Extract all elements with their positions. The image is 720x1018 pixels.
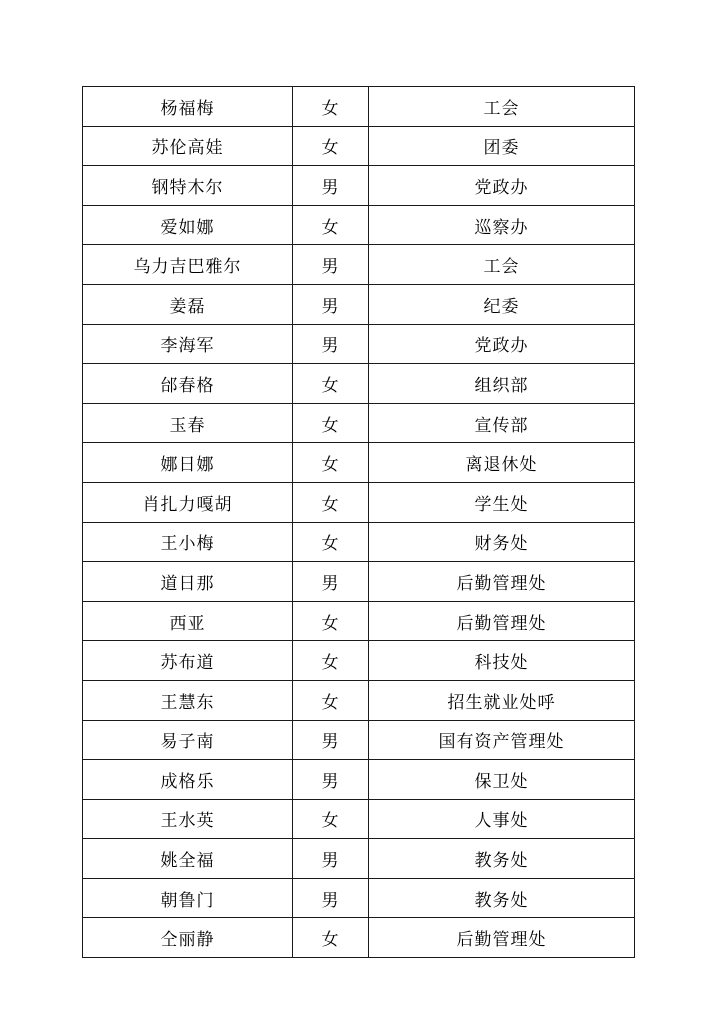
cell-gender: 男 (293, 284, 369, 324)
cell-department: 后勤管理处 (369, 601, 635, 641)
cell-gender: 男 (293, 562, 369, 602)
cell-department: 党政办 (369, 324, 635, 364)
cell-name: 道日那 (83, 562, 293, 602)
table-row (83, 878, 635, 918)
cell-department: 教务处 (369, 878, 635, 918)
cell-department: 保卫处 (369, 760, 635, 800)
table-row (83, 166, 635, 206)
cell-department: 后勤管理处 (369, 562, 635, 602)
table-row (83, 760, 635, 800)
cell-gender: 男 (293, 166, 369, 206)
cell-gender: 女 (293, 680, 369, 720)
table-row (83, 562, 635, 602)
table-row (83, 87, 635, 127)
cell-name: 姚全福 (83, 839, 293, 879)
cell-name: 乌力吉巴雅尔 (83, 245, 293, 285)
table-row (83, 680, 635, 720)
cell-gender: 女 (293, 205, 369, 245)
cell-gender: 女 (293, 918, 369, 958)
cell-department: 财务处 (369, 522, 635, 562)
cell-name: 姜磊 (83, 284, 293, 324)
cell-name: 杨福梅 (83, 87, 293, 127)
table-row (83, 284, 635, 324)
cell-department: 宣传部 (369, 403, 635, 443)
cell-department: 组织部 (369, 364, 635, 404)
cell-name: 钢特木尔 (83, 166, 293, 206)
cell-name: 王水英 (83, 799, 293, 839)
table-row (83, 839, 635, 879)
cell-gender: 女 (293, 522, 369, 562)
cell-gender: 男 (293, 245, 369, 285)
cell-department: 人事处 (369, 799, 635, 839)
cell-department: 工会 (369, 87, 635, 127)
table-row (83, 482, 635, 522)
cell-name: 西亚 (83, 601, 293, 641)
cell-gender: 女 (293, 443, 369, 483)
cell-department: 教务处 (369, 839, 635, 879)
cell-name: 李海军 (83, 324, 293, 364)
roster-table (82, 86, 635, 958)
cell-department: 巡察办 (369, 205, 635, 245)
table-row (83, 720, 635, 760)
roster-table-container (82, 86, 634, 958)
cell-department: 纪委 (369, 284, 635, 324)
cell-gender: 女 (293, 403, 369, 443)
cell-gender: 男 (293, 839, 369, 879)
table-row (83, 324, 635, 364)
cell-gender: 男 (293, 324, 369, 364)
cell-gender: 女 (293, 799, 369, 839)
cell-name: 邰春格 (83, 364, 293, 404)
table-row (83, 799, 635, 839)
table-row (83, 522, 635, 562)
cell-name: 成格乐 (83, 760, 293, 800)
cell-department: 工会 (369, 245, 635, 285)
cell-name: 王慧东 (83, 680, 293, 720)
cell-name: 娜日娜 (83, 443, 293, 483)
table-row (83, 918, 635, 958)
cell-gender: 男 (293, 878, 369, 918)
cell-gender: 男 (293, 760, 369, 800)
cell-department: 党政办 (369, 166, 635, 206)
cell-name: 爱如娜 (83, 205, 293, 245)
cell-department: 国有资产管理处 (369, 720, 635, 760)
cell-gender: 女 (293, 87, 369, 127)
cell-gender: 女 (293, 641, 369, 681)
cell-department: 离退休处 (369, 443, 635, 483)
table-row (83, 205, 635, 245)
cell-department: 招生就业处呼 (369, 680, 635, 720)
cell-gender: 女 (293, 601, 369, 641)
table-row (83, 364, 635, 404)
cell-name: 仝丽静 (83, 918, 293, 958)
table-row (83, 641, 635, 681)
cell-gender: 女 (293, 364, 369, 404)
table-row (83, 245, 635, 285)
cell-name: 王小梅 (83, 522, 293, 562)
cell-gender: 女 (293, 482, 369, 522)
roster-table-body (83, 87, 635, 958)
cell-department: 学生处 (369, 482, 635, 522)
cell-gender: 女 (293, 126, 369, 166)
table-row (83, 126, 635, 166)
table-row (83, 443, 635, 483)
cell-department: 团委 (369, 126, 635, 166)
table-row (83, 403, 635, 443)
cell-gender: 男 (293, 720, 369, 760)
cell-name: 苏布道 (83, 641, 293, 681)
cell-name: 易子南 (83, 720, 293, 760)
cell-name: 玉春 (83, 403, 293, 443)
table-row (83, 601, 635, 641)
cell-name: 苏伦高娃 (83, 126, 293, 166)
cell-name: 肖扎力嘎胡 (83, 482, 293, 522)
cell-department: 后勤管理处 (369, 918, 635, 958)
cell-department: 科技处 (369, 641, 635, 681)
cell-name: 朝鲁门 (83, 878, 293, 918)
